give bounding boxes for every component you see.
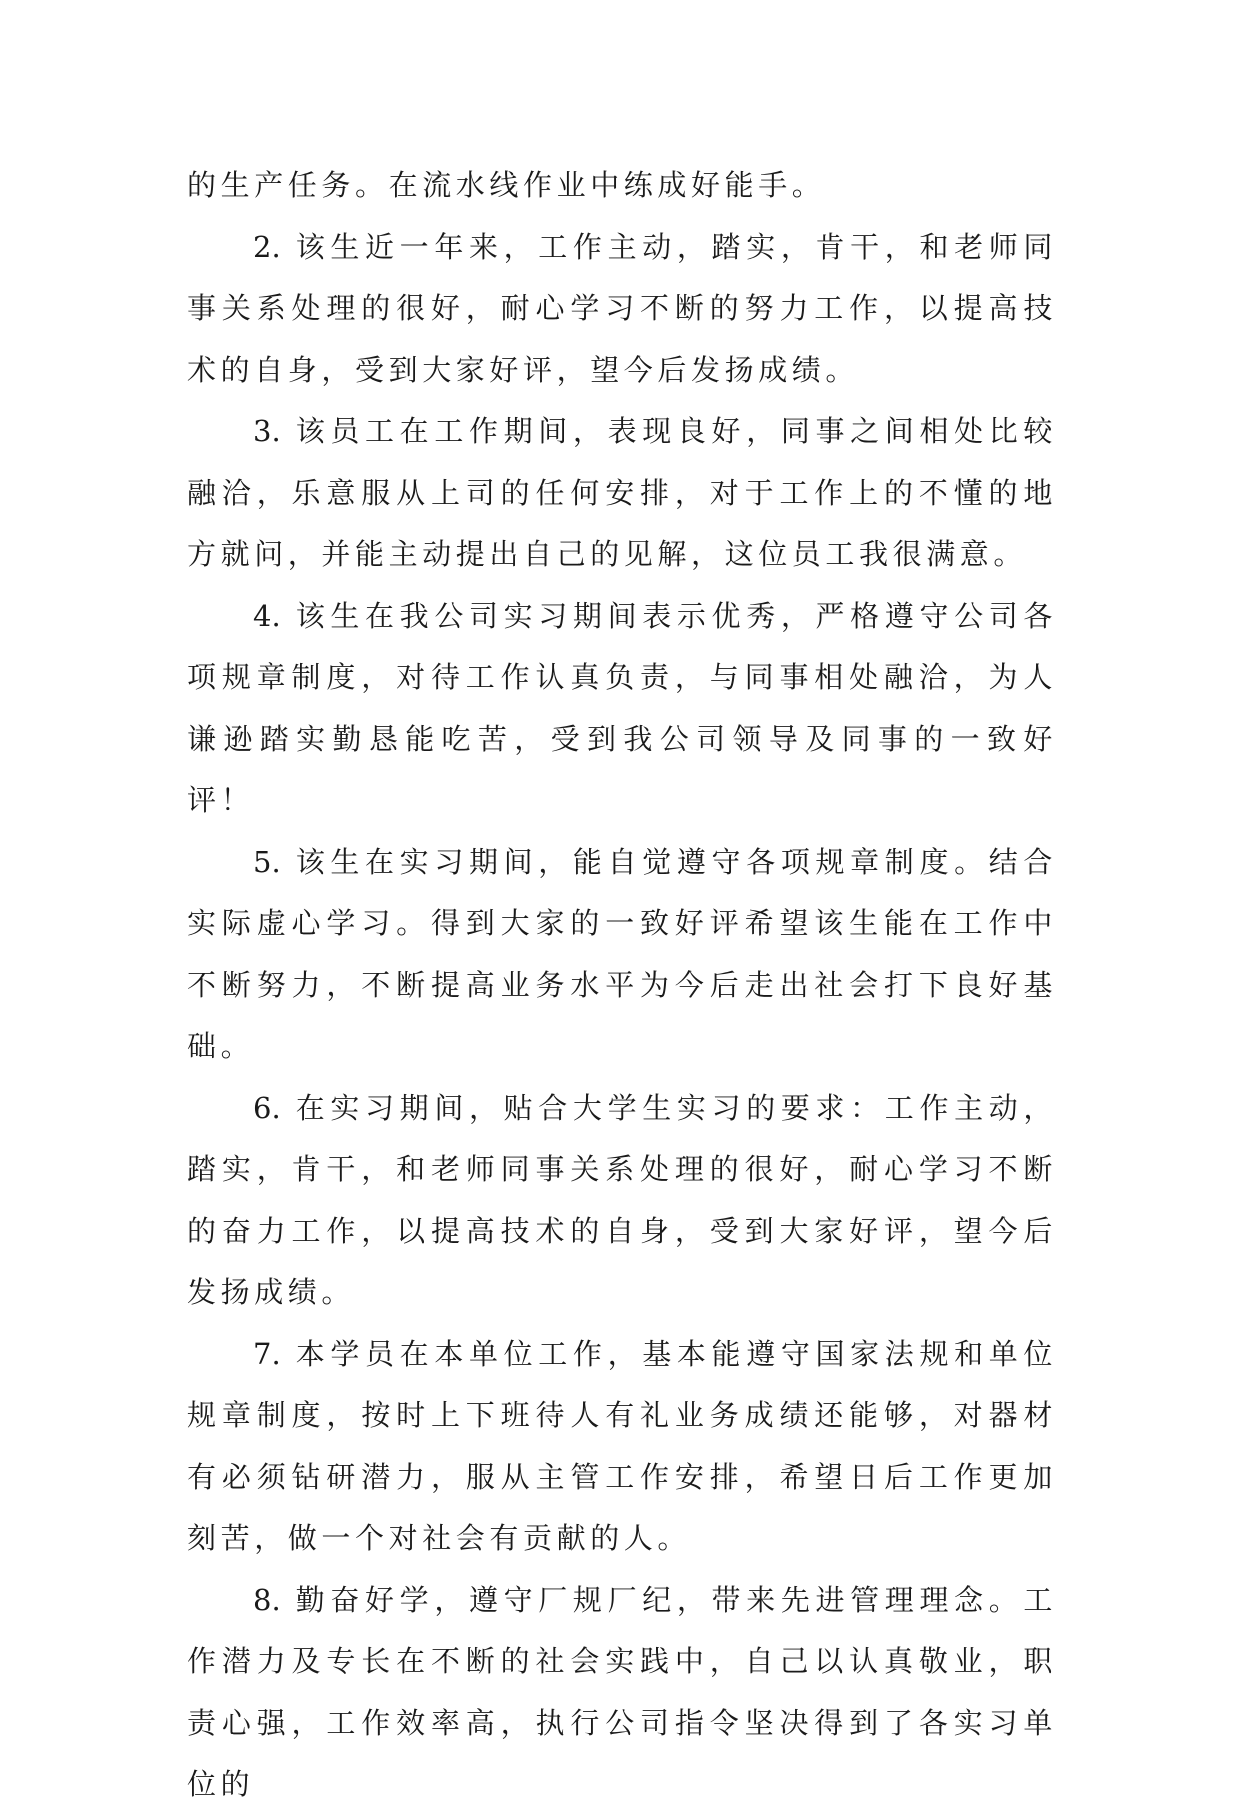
paragraph-number: 8.: [253, 1582, 281, 1617]
paragraph-text: 该生在我公司实习期间表示优秀，严格遵守公司各项规章制度，对待工作认真负责，与同事相处融洽，为人谦逊踏实勤恳能吃苦，受到我公司领导及同事的一致好评！: [187, 598, 1057, 817]
paragraph-item-8: [187, 1570, 1057, 1816]
paragraph-number: 4.: [253, 598, 281, 633]
paragraph-continued: [187, 155, 1057, 217]
paragraph-text: 在实习期间，贴合大学生实习的要求：工作主动，踏实，肯干，和老师同事关系处理的很好，耐心学习不断的奋力工作，以提高技术的自身，受到大家好评，望今后发扬成绩。: [187, 1090, 1057, 1309]
paragraph-text: 本学员在本单位工作，基本能遵守国家法规和单位规章制度，按时上下班待人有礼业务成绩还能够，对器材有必须钻研潜力，服从主管工作安排，希望日后工作更加刻苦，做一个对社会有贡献的人。: [187, 1336, 1057, 1555]
paragraph-item-6: [187, 1078, 1057, 1324]
paragraph-number: 6.: [253, 1090, 281, 1125]
paragraph-item-4: [187, 586, 1057, 832]
paragraph-item-7: [187, 1324, 1057, 1570]
paragraph-text: 该员工在工作期间，表现良好，同事之间相处比较融洽，乐意服从上司的任何安排，对于工作上的不懂的地方就问，并能主动提出自己的见解，这位员工我很满意。: [187, 414, 1057, 571]
paragraph-text: 该生在实习期间，能自觉遵守各项规章制度。结合实际虚心学习。得到大家的一致好评希望该生能在工作中不断努力，不断提高业务水平为今后走出社会打下良好基础。: [187, 844, 1057, 1063]
paragraph-item-5: [187, 832, 1057, 1078]
document-body: [187, 155, 1057, 1816]
paragraph-number: 5.: [253, 844, 281, 879]
paragraph-text: 的生产任务。在流水线作业中练成好能手。: [187, 168, 826, 202]
paragraph-text: 该生近一年来，工作主动，踏实，肯干，和老师同事关系处理的很好，耐心学习不断的努力工作，以提高技术的自身，受到大家好评，望今后发扬成绩。: [187, 229, 1057, 387]
paragraph-number: 7.: [253, 1336, 281, 1371]
paragraph-text: 勤奋好学，遵守厂规厂纪，带来先进管理理念。工作潜力及专长在不断的社会实践中，自己以认真敬业，职责心强，工作效率高，执行公司指令坚决得到了各实习单位的: [187, 1582, 1057, 1801]
paragraph-item-3: [187, 401, 1057, 586]
paragraph-item-2: [187, 217, 1057, 402]
paragraph-number: 3.: [253, 414, 281, 448]
paragraph-number: 2.: [253, 229, 281, 264]
